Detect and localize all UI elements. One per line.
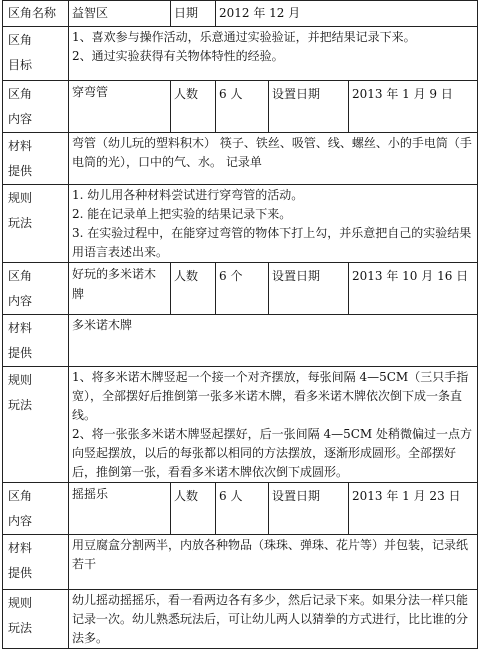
rule-line: 1. 幼儿用各种材料尝试进行穿弯管的活动。 [72, 188, 304, 202]
activity-1-content-label: 区角 内容 [3, 81, 69, 133]
activity-3-content: 摇摇乐 [69, 483, 171, 535]
activity-3-materials: 用豆腐盒分割两半，内放各种物品（珠珠、弹珠、花片等）并包装，记录纸若干 [69, 535, 478, 590]
activity-1-people-value: 6 人 [216, 81, 269, 133]
activity-3-content-label: 区角 内容 [3, 483, 69, 535]
activity-3-rules-row [3, 590, 478, 649]
date-label: 日期 [171, 1, 216, 27]
activity-2-materials-label: 材料 提供 [3, 315, 69, 367]
activity-3-people-label: 人数 [171, 483, 216, 535]
activity-1-materials-label: 材料 提供 [3, 133, 69, 185]
rule-line: 2. 能在记录单上把实验的结果记录下来。 [72, 207, 292, 221]
activity-2-setdate-label: 设置日期 [269, 263, 349, 315]
activity-1-content-row [3, 81, 478, 133]
activity-3-materials-label: 材料 提供 [3, 535, 69, 590]
activity-2-rules-row [3, 367, 478, 483]
activity-1-materials-row [3, 133, 478, 185]
activity-2-people-value: 6 个 [216, 263, 269, 315]
activity-3-setdate-label: 设置日期 [269, 483, 349, 535]
rule-line: 2、将一张张多米诺木牌竖起摆好，后一张间隔 4—5CM 处稍微偏过一点方向竖起摆放，以后的每张都以相同的方法摆放，逐渐形成圆形。全部摆好后，推倒第一张，看看多米诺木牌依次倒下成圆形。 [72, 427, 473, 479]
activity-3-materials-row [3, 535, 478, 590]
activity-3-setdate-value: 2013 年 1 月 23 日 [349, 483, 478, 535]
activity-1-setdate-value: 2013 年 1 月 9 日 [349, 81, 478, 133]
goal-label: 区角 目标 [3, 27, 69, 81]
area-name-label: 区角名称 [3, 1, 69, 27]
goal-text: 1、喜欢参与操作活动，乐意通过实验验证，并把结果记录下来。 2、通过实验获得有关物体特性的经验。 [69, 27, 478, 81]
rule-line: 幼儿摇动摇摇乐，看一看两边各有多少，然后记录下来。如果分法一样只能记录一次。幼儿熟悉玩法后，可让幼儿两人以猜拳的方式进行，比比谁的分法多。 [72, 593, 469, 645]
plan-table-page [2, 0, 477, 656]
activity-2-people-label: 人数 [171, 263, 216, 315]
activity-3-people-value: 6 人 [216, 483, 269, 535]
activity-1-materials: 弯管（幼儿玩的塑料积木） 筷子、铁丝、吸管、线、螺丝、小的手电筒（手电筒的光），口中的气、水。 记录单 [69, 133, 478, 185]
activity-3-content-row [3, 483, 478, 535]
area-name-value: 益智区 [69, 1, 171, 27]
date-value: 2012 年 12 月 [216, 1, 478, 27]
activity-2-materials: 多米诺木牌 [69, 315, 478, 367]
activity-2-rules [69, 367, 478, 483]
rule-line: 3. 在实验过程中，在能穿过弯管的物体下打上勾，并乐意把自己的实验结果用语言表述出来。 [72, 226, 472, 259]
activity-1-setdate-label: 设置日期 [269, 81, 349, 133]
activity-2-content-label: 区角 内容 [3, 263, 69, 315]
header-row [3, 1, 478, 27]
activity-1-people-label: 人数 [171, 81, 216, 133]
activity-2-materials-row [3, 315, 478, 367]
goal-row [3, 27, 478, 81]
activity-3-rules-label: 规则 玩法 [3, 590, 69, 649]
activity-1-rules-row [3, 185, 478, 263]
activity-2-rules-label: 规则 玩法 [3, 367, 69, 483]
activity-1-content: 穿弯管 [69, 81, 171, 133]
activity-2-content-row [3, 263, 478, 315]
activity-2-content: 好玩的多米诺木牌 [69, 263, 171, 315]
rule-line: 1、将多米诺木牌竖起一个接一个对齐摆放，每张间隔 4—5CM（三只手指宽），全部摆好后推倒第一张多米诺木牌，看多米诺木牌依次倒下成一条直线。 [72, 370, 469, 422]
activity-2-setdate-value: 2013 年 10 月 16 日 [349, 263, 478, 315]
activity-3-rules [69, 590, 478, 649]
activity-1-rules [69, 185, 478, 263]
activity-1-rules-label: 规则 玩法 [3, 185, 69, 263]
corner-activity-table [2, 0, 478, 649]
